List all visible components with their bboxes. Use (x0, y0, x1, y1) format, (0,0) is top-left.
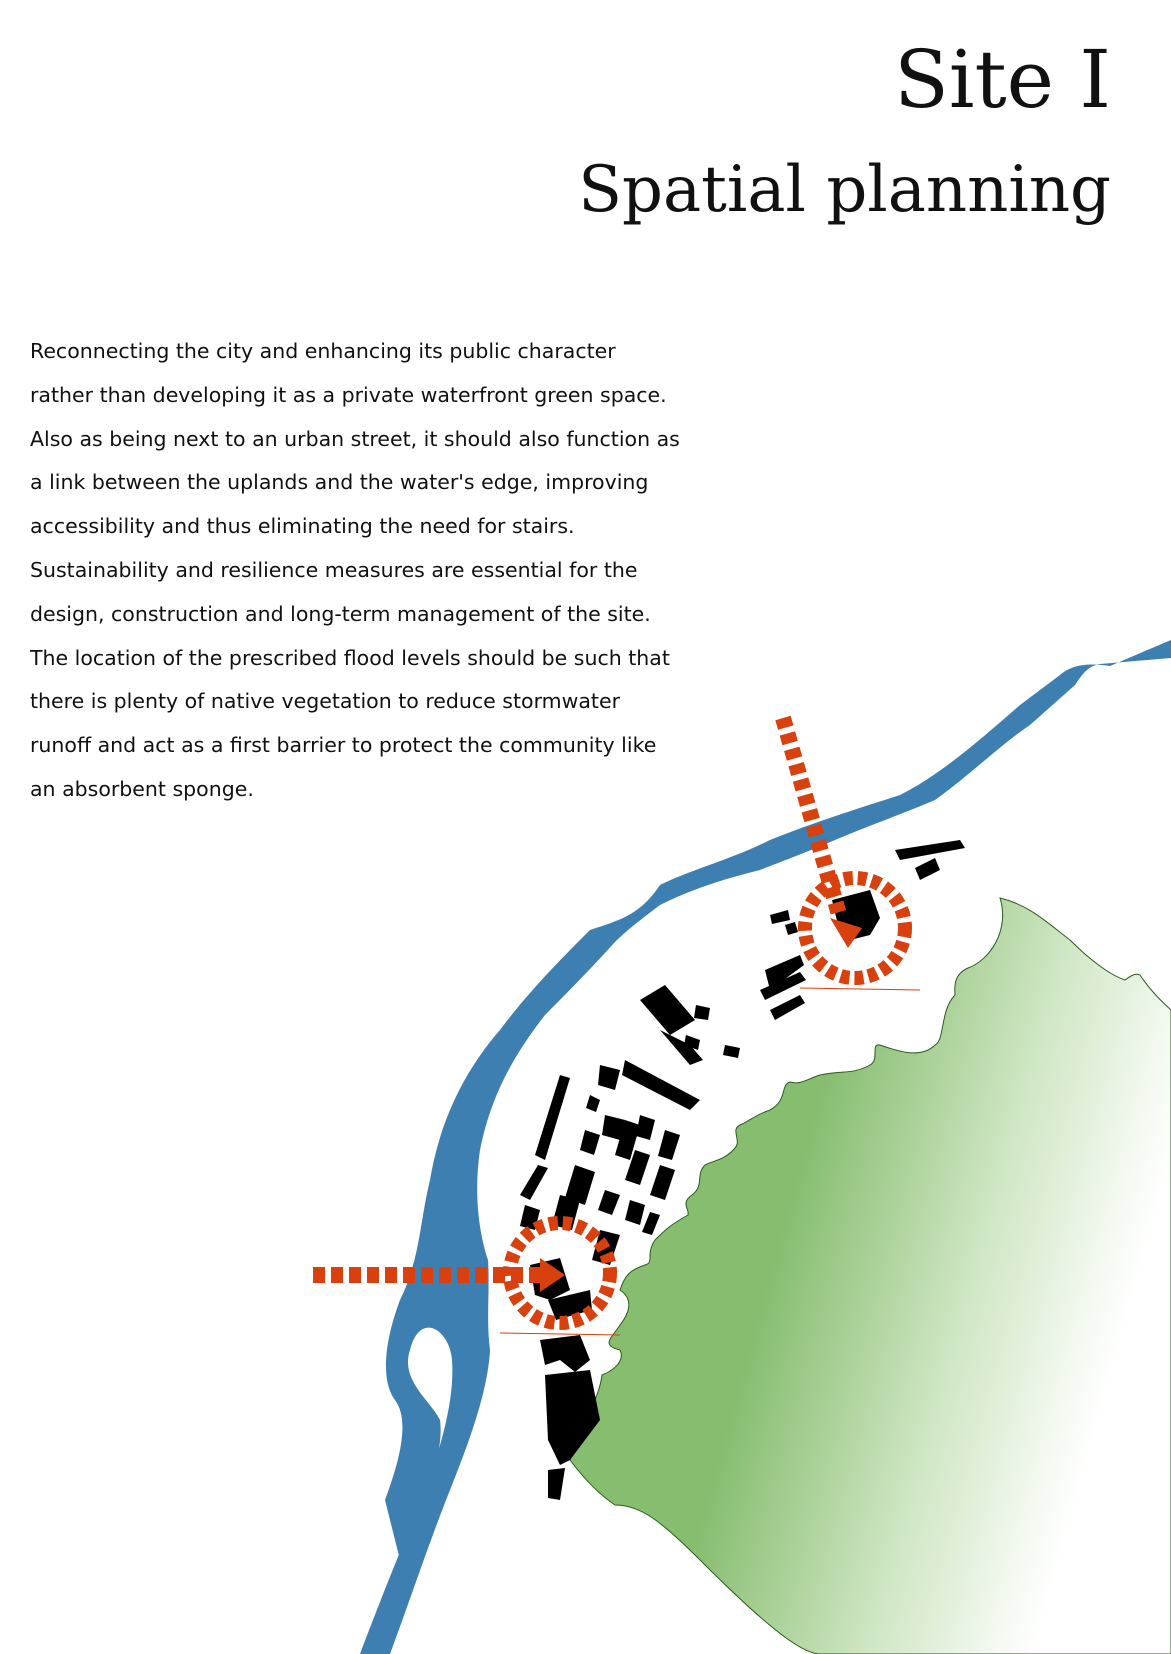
building (548, 1468, 565, 1500)
building (650, 1165, 675, 1200)
building (625, 1200, 645, 1225)
building (694, 1005, 710, 1020)
building (598, 1065, 620, 1090)
building (895, 840, 965, 860)
building (915, 858, 940, 880)
building (535, 1075, 570, 1160)
building (640, 985, 695, 1035)
building (658, 1130, 680, 1160)
description-paragraph-2: Sustainability and resilience measures are essential for the design, construction and long-term management of the site. The location of the prescribed flood levels should be such that there is plenty of native vegetation to reduce stormwater runoff and act as a first barrier to protect the community like an absorbent sponge. (30, 557, 670, 801)
building (622, 1060, 700, 1110)
building (770, 995, 805, 1020)
building (520, 1165, 548, 1200)
building (723, 1045, 740, 1058)
guide-line-south (500, 1333, 620, 1335)
building (580, 1130, 600, 1155)
building (785, 922, 798, 935)
description-paragraph-1: Reconnecting the city and enhancing its public character rather than developing it as a private waterfront green space. Also as being next to an urban street, it should also function as a link between the uplands and the water's edge, improving accessibility and thus eliminating the need for stairs. (30, 339, 680, 539)
building (586, 1095, 600, 1112)
page-subtitle: Spatial planning (578, 153, 1111, 227)
building (598, 1190, 620, 1215)
building (636, 1115, 655, 1140)
building (770, 910, 790, 924)
building (642, 1212, 660, 1235)
page-title: Site I (894, 33, 1111, 126)
building (540, 1335, 590, 1372)
guide-line-north (800, 988, 920, 990)
